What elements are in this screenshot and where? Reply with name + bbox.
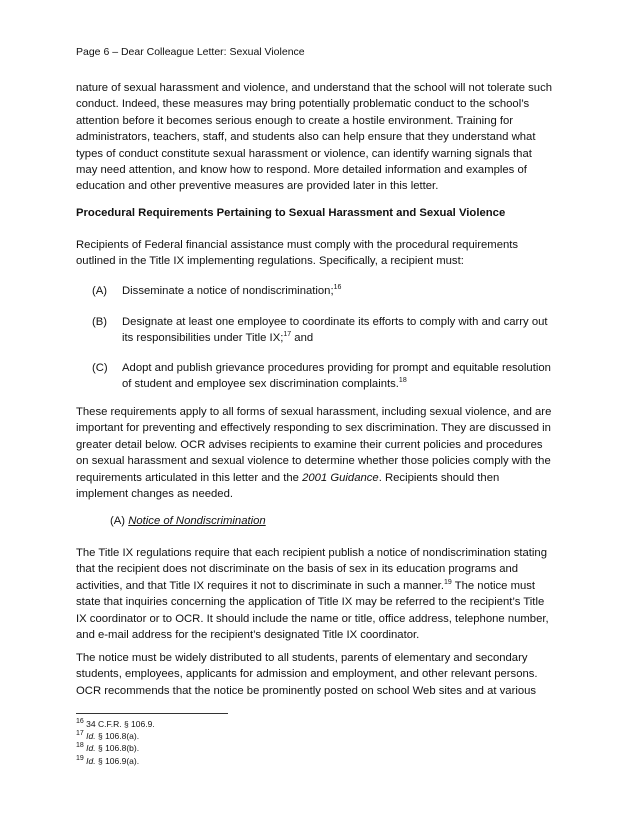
footnote-number: 16 <box>76 718 84 726</box>
list-marker: (B) <box>92 316 108 328</box>
text-segment: The notice must <box>451 579 536 592</box>
footnote-citation-short: Id. <box>86 743 96 754</box>
text-line: greater detail below. OCR advises recipients to examine their current policies and procedures <box>76 438 543 451</box>
text-line: types of conduct constitute sexual harassment or violence, can identify warning signals that <box>76 147 532 160</box>
footnotes <box>76 718 155 767</box>
list-item-text: Adopt and publish grievance procedures providing for prompt and equitable resolution <box>122 362 551 374</box>
paragraph-training <box>76 80 566 195</box>
footnote-divider <box>76 713 228 714</box>
footnote-text: § 106.8(b). <box>95 743 140 754</box>
text-line: students, employees, applicants for admission and employment, and other relevant persons. <box>76 668 538 681</box>
footnote-text: § 106.8(a). <box>95 731 140 742</box>
list-item-text: its responsibilities under Title IX; <box>122 332 284 345</box>
text-line: The notice must be widely distributed to all students, parents of elementary and secondary <box>76 652 528 664</box>
footnote <box>76 742 155 754</box>
text-line: These requirements apply to all forms of sexual harassment, including sexual violence, and are <box>76 406 552 418</box>
list-item-text: Disseminate a notice of nondiscrimination; <box>122 285 334 297</box>
text-line: outlined in the Title IX implementing regulations. Specifically, a recipient must: <box>76 255 464 268</box>
page-header: Page 6 – Dear Colleague Letter: Sexual Violence <box>76 46 305 58</box>
text-line: Recipients of Federal financial assistance must comply with the procedural requirements <box>76 239 519 251</box>
footnote-ref: 18 <box>398 377 407 385</box>
footnote-ref: 16 <box>333 284 342 292</box>
list-item-a <box>92 283 582 301</box>
list-item-text: of student and employee sex discrimination complaints. <box>122 378 399 391</box>
footnote-text: § 106.9(a). <box>95 755 140 766</box>
list-marker: (A) <box>92 285 108 297</box>
text-line: important for preventing and effectively responding to sex discrimination. They are discussed in <box>76 422 551 435</box>
subsection-title: Notice of Nondiscrimination <box>128 515 266 527</box>
footnote-text: 34 C.F.R. § 106.9. <box>83 719 155 729</box>
paragraph-notice <box>76 545 566 643</box>
footnote-number: 17 <box>76 730 84 738</box>
text-line: and e-mail address for the recipient’s designated Title IX coordinator. <box>76 629 420 642</box>
footnote-ref: 19 <box>443 579 452 587</box>
text-line: administrators, teachers, staff, and students also can help ensure that they understand what <box>76 131 536 144</box>
text-line: OCR recommends that the notice be prominently posted on school Web sites and at various <box>76 684 537 697</box>
subsection-marker: (A) <box>110 515 129 527</box>
text-line: attention before it becomes serious enough to create a hostile environment. Training for <box>76 114 514 127</box>
text-line: may need attention, and know how to respond. More detailed information and examples of <box>76 164 527 177</box>
text-segment: . Recipients should then <box>378 471 500 484</box>
text-line: nature of sexual harassment and violence, and understand that the school will not tolerate such <box>76 82 553 94</box>
text-segment: requirements articulated in this letter and the <box>76 471 303 484</box>
text-line: conduct. Indeed, these measures may bring potentially problematic conduct to the school’s <box>76 98 530 111</box>
footnote-number: 18 <box>76 742 84 750</box>
text-line: education and other preventive measures are provided later in this letter. <box>76 180 439 193</box>
list-item-text: Designate at least one employee to coordinate its efforts to comply with and carry out <box>122 316 548 328</box>
section-heading: Procedural Requirements Pertaining to Sexual Harassment and Sexual Violence <box>76 207 506 219</box>
guidance-title: 2001 Guidance <box>302 471 379 484</box>
list-item-b <box>92 314 582 348</box>
text-line: state that inquiries concerning the application of Title IX may be referred to the recipient’s Title <box>76 596 545 609</box>
text-line: The Title IX regulations require that each recipient publish a notice of nondiscrimination stating <box>76 547 547 559</box>
text-line: IX coordinator or to OCR. It should include the name or title, office address, telephone number, <box>76 612 549 625</box>
footnote <box>76 718 155 730</box>
footnote <box>76 755 155 767</box>
footnote-citation-short: Id. <box>86 731 96 742</box>
text-line: implement changes as needed. <box>76 488 234 501</box>
footnote <box>76 730 155 742</box>
list-item-c <box>92 360 582 394</box>
text-line: that the recipient does not discriminate on the basis of sex in its education programs and <box>76 563 519 576</box>
paragraph-distribution <box>76 650 566 699</box>
subsection-heading <box>110 513 266 529</box>
footnote-citation-short: Id. <box>86 755 96 766</box>
footnote-number: 19 <box>76 754 84 762</box>
text-line: on sexual harassment and sexual violence to determine whether those policies comply with the <box>76 455 551 468</box>
paragraph-recipients <box>76 237 566 270</box>
footnote-ref: 17 <box>283 331 292 339</box>
list-item-text: and <box>291 332 314 345</box>
paragraph-requirements <box>76 404 566 502</box>
list-marker: (C) <box>92 362 108 374</box>
text-segment: activities, and that Title IX requires it not to discriminate in such a manner. <box>76 579 444 592</box>
